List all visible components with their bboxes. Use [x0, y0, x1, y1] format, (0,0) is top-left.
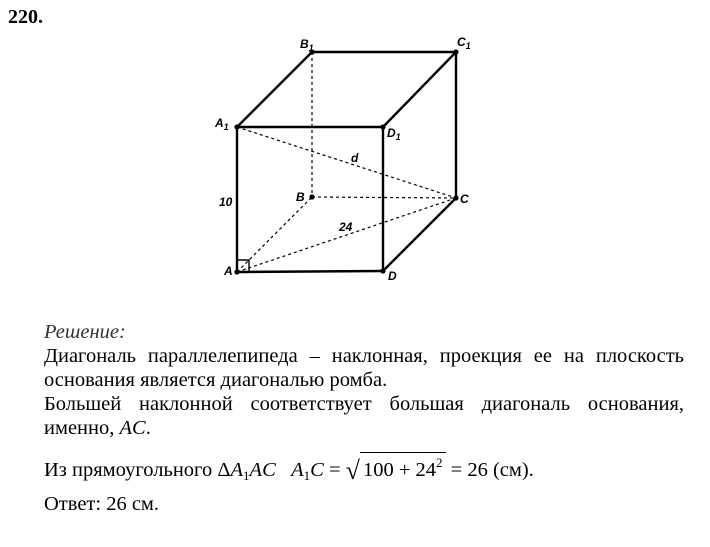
label-D: D — [388, 269, 397, 283]
label-D1: $D_1$ — [387, 126, 401, 142]
triangle-notation: $\Delta A_1AC$ — [217, 459, 276, 483]
label-B1: $B_1$ — [300, 37, 314, 53]
vertex-dot-C — [453, 195, 458, 200]
label-C1: $C_1$ — [457, 35, 471, 51]
label-A1: $A_1$ — [215, 116, 229, 132]
vertex-dot-A — [234, 269, 239, 274]
problem-number: 220. — [8, 6, 43, 28]
vertex-dot-C1 — [453, 49, 458, 54]
vertex-dot-D1 — [380, 124, 385, 129]
solution-heading: Решение: — [44, 321, 126, 343]
solution-paragraph-1: Диагональ параллелепипеда – наклонная, проекция ее на плоскость основания является диагональю ромба. — [44, 345, 684, 391]
edge-D-C — [383, 198, 456, 271]
var-ac: AC — [119, 417, 146, 439]
label-height: 10 — [219, 195, 233, 209]
hidden-edge-A-B — [237, 197, 312, 272]
diagonal-A-C — [237, 198, 456, 272]
label-A: A — [224, 264, 233, 278]
solution-block — [44, 320, 684, 516]
edge-A-D — [237, 271, 383, 272]
square-root: √ $100 + 24^2$ — [346, 452, 446, 482]
solution-paragraph-2: Большей наклонной соответствует большая диагональ основания, именно, AC. — [44, 393, 684, 439]
diagonal-A1-C — [237, 127, 456, 198]
label-space-diagonal: d — [351, 151, 359, 165]
edge-D1-C1 — [383, 52, 456, 127]
label-B: B — [296, 190, 305, 204]
edge-A1-B1 — [237, 52, 312, 127]
vertex-dot-B — [309, 194, 314, 199]
label-C: C — [460, 192, 469, 206]
vertex-dot-D — [380, 268, 385, 273]
solution-answer: Ответ: 26 см. — [44, 493, 160, 515]
label-base-diagonal: 24 — [339, 220, 353, 234]
solution-formula: Из прямоугольного $\Delta A_1AC$ $A_1C$ = √ $100 + 24^2 = 26$ (см). — [44, 452, 684, 488]
vertex-dot-A1 — [234, 124, 239, 129]
